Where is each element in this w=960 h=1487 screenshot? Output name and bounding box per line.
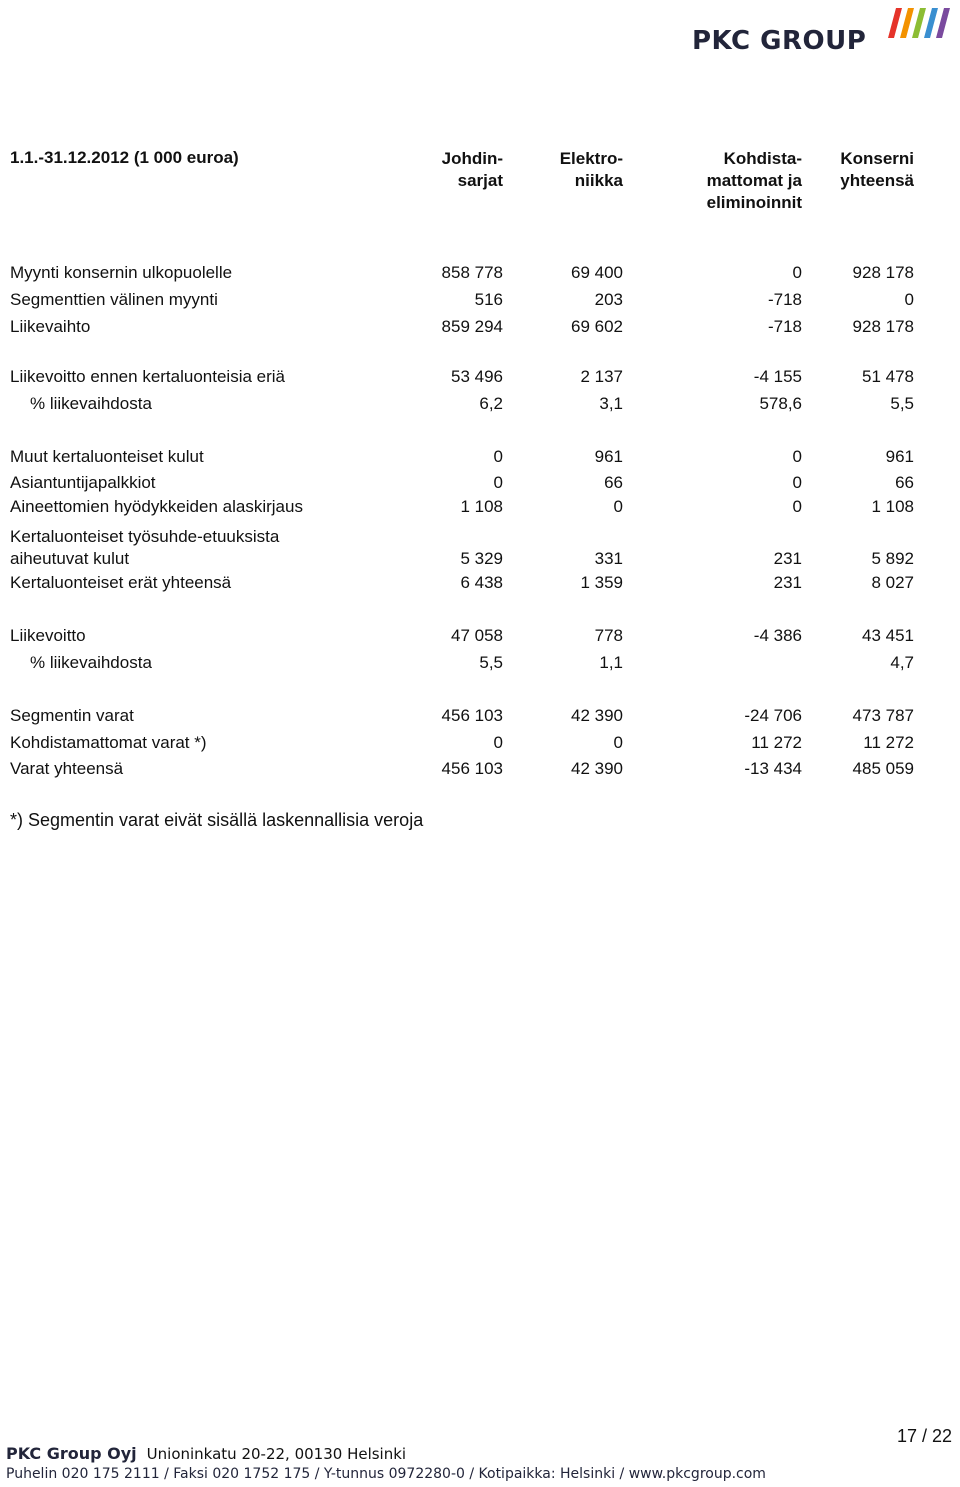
footnote: *) Segmentin varat eivät sisällä laskennallisia veroja [10, 810, 424, 830]
table-row: Kohdistamattomat varat *) 0 0 11 272 11 272 [10, 733, 914, 752]
table-row: Segmenttien välinen myynti 516 203 -718 0 [10, 290, 914, 309]
col-header-konserni-yhteensa: Konserni yhteensä [840, 149, 914, 190]
logo-stripe [888, 8, 902, 38]
footer-company-name: PKC Group Oyj [6, 1444, 137, 1463]
table-row: Muut kertaluonteiset kulut 0 961 0 961 [10, 447, 914, 466]
table-row: Kertaluonteiset erät yhteensä 6 438 1 359 231 8 027 [10, 573, 914, 592]
logo-stripe [912, 8, 926, 38]
pkc-group-logo [692, 6, 952, 56]
table-row: Aineettomien hyödykkeiden alaskirjaus 1 108 0 0 1 108 [10, 497, 914, 516]
col-header-johdinsarjat: Johdin- sarjat [441, 149, 503, 190]
col-header-kohdistamattomat: Kohdista- mattomat ja eliminoinnit [706, 149, 802, 212]
table-row: Varat yhteensä 456 103 42 390 -13 434 485 059 [10, 759, 914, 778]
logo-text: PKC GROUP [692, 26, 867, 56]
table-title: 1.1.-31.12.2012 (1 000 euroa) [10, 148, 239, 167]
table-row: Liikevoitto ennen kertaluonteisia eriä 53 496 2 137 -4 155 51 478 [10, 367, 914, 386]
table-row: Segmentin varat 456 103 42 390 -24 706 473 787 [10, 706, 914, 725]
footer-address: Unioninkatu 20-22, 00130 Helsinki [146, 1445, 407, 1463]
table-row: Kertaluonteiset työsuhde-etuuksista [10, 527, 280, 546]
footer-company-line [6, 1444, 406, 1463]
table-row: aiheutuvat kulut 5 329 331 231 5 892 [10, 549, 914, 568]
table-row: % liikevaihdosta 6,2 3,1 578,6 5,5 [30, 394, 914, 413]
col-header-elektroniikka: Elektro- niikka [559, 149, 623, 190]
logo-stripe [924, 8, 938, 38]
logo-stripes-icon [884, 6, 952, 40]
logo-stripe [936, 8, 950, 38]
footer-contact-line: Puhelin 020 175 2111 / Faksi 020 1752 175 / Y-tunnus 0972280-0 / Kotipaikka: Helsinki / www.pkcgroup.com [6, 1466, 766, 1482]
page-number: 17 / 22 [896, 1426, 952, 1446]
table-row: % liikevaihdosta 5,5 1,1 4,7 [30, 653, 914, 672]
logo-stripe [900, 8, 914, 38]
table-row: Liikevoitto 47 058 778 -4 386 43 451 [10, 626, 914, 645]
table-row: Asiantuntijapalkkiot 0 66 0 66 [10, 473, 914, 492]
table-row: Myynti konsernin ulkopuolelle 858 778 69 400 0 928 178 [10, 263, 914, 282]
table-row: Liikevaihto 859 294 69 602 -718 928 178 [10, 317, 914, 336]
